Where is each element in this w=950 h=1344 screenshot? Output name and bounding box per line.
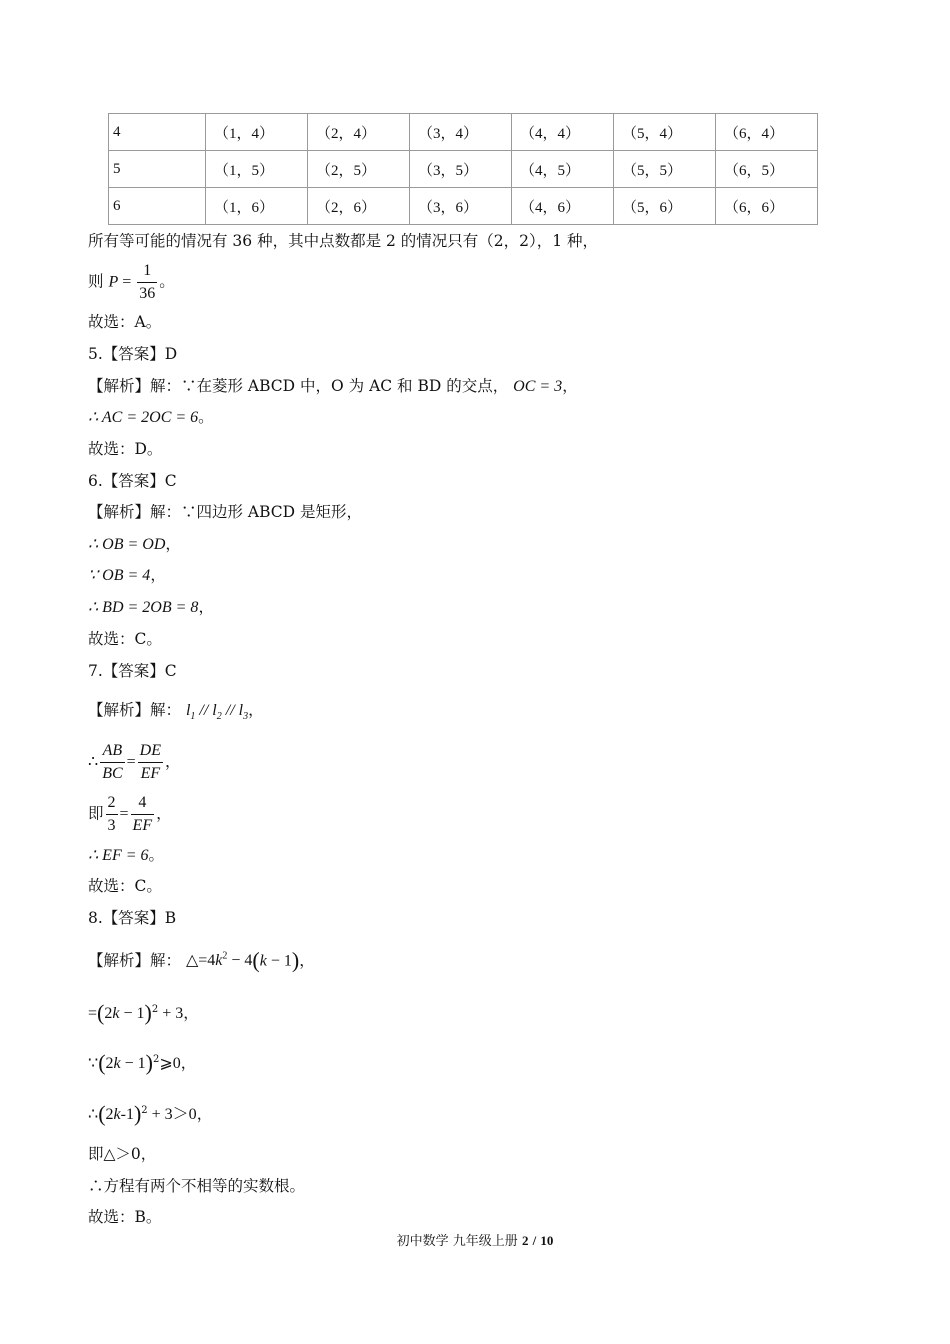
- page-footer: [0, 1230, 950, 1249]
- q5-answer: 5.【答案】D: [88, 345, 178, 363]
- q6-step1: ∴ OB = OD，: [88, 535, 181, 553]
- footer-total: 10: [540, 1233, 554, 1248]
- row-header-cell: 5: [109, 151, 206, 188]
- table-cell: （4，6）: [512, 188, 614, 225]
- q8-step5: ∴方程有两个不相等的实数根。: [88, 1177, 306, 1195]
- q6-step2: ∵ OB = 4，: [88, 566, 166, 584]
- q5-analysis: 【解析】解：∵在菱形 ABCD 中，O 为 AC 和 BD 的交点， OC = 3，: [88, 377, 578, 395]
- row-header-cell: 6: [109, 188, 206, 225]
- q7-step2: 即 $\frac{2}{3}$ = $\frac{4}{EF}$ ，: [88, 794, 172, 834]
- table-cell: （5，6）: [614, 188, 716, 225]
- table-cell: （1，5）: [206, 151, 308, 188]
- q8-choice: 故选：B。: [88, 1208, 162, 1226]
- table-cell: （6，6）: [716, 188, 818, 225]
- table-cell: （3，4）: [410, 114, 512, 151]
- q7-step1: ∴ $\frac{AB}{BC}$ = $\frac{DE}{EF}$ ，: [88, 742, 181, 782]
- q8-answer: 8.【答案】B: [88, 909, 177, 927]
- table-row: [109, 188, 818, 225]
- table-cell: （1，4）: [206, 114, 308, 151]
- q8-analysis: 【解析】解： $\triangle=4k^2 - 4(k - 1)$，: [88, 947, 315, 973]
- q7-analysis: 【解析】解： $l_1 // l_2 // l_3$，: [88, 701, 264, 723]
- q8-step1: $=(2k - 1)^2 + 3$，: [88, 1000, 199, 1026]
- table-cell: （3，6）: [410, 188, 512, 225]
- fraction: $\frac{1}{36}$: [139, 262, 156, 302]
- q6-analysis: 【解析】解：∵四边形 ABCD 是矩形，: [88, 503, 363, 521]
- q8-step3: $\therefore(2k-1)^2 + 3>0$，: [88, 1101, 213, 1127]
- q4-probability: 则 P = $\frac{1}{36}$ 。: [88, 260, 175, 305]
- table-cell: （4，4）: [512, 114, 614, 151]
- q8-step2: ∵(2k − 1)$^2$⩾0，: [88, 1050, 197, 1076]
- q8-step4: 即△＞0，: [88, 1145, 157, 1163]
- table-row: [109, 114, 818, 151]
- footer-page: 2: [521, 1233, 529, 1248]
- q5-choice: 故选：D。: [88, 440, 163, 458]
- table-cell: （6，5）: [716, 151, 818, 188]
- q7-choice: 故选：C。: [88, 877, 162, 895]
- q4-summary: 所有等可能的情况有 36 种，其中点数都是 2 的情况只有（2，2），1 种，: [88, 232, 599, 250]
- table-row: [109, 151, 818, 188]
- q6-choice: 故选：C。: [88, 630, 162, 648]
- table-cell: （5，5）: [614, 151, 716, 188]
- table-cell: （6，4）: [716, 114, 818, 151]
- footer-sep: /: [532, 1233, 537, 1248]
- table-cell: （3，5）: [410, 151, 512, 188]
- table-cell: （2，5）: [308, 151, 410, 188]
- q6-step3: ∴ BD = 2OB = 8，: [88, 598, 214, 616]
- outcome-table: [108, 113, 818, 225]
- table-cell: （5，4）: [614, 114, 716, 151]
- q4-choice: 故选：A。: [88, 313, 162, 331]
- q7-step3: ∴ EF = 6。: [88, 846, 165, 864]
- table-cell: （2，4）: [308, 114, 410, 151]
- footer-title: 初中数学 九年级上册: [396, 1234, 518, 1249]
- row-header-cell: 4: [109, 114, 206, 151]
- table-cell: （1，6）: [206, 188, 308, 225]
- q7-answer: 7.【答案】C: [88, 662, 177, 680]
- q6-answer: 6.【答案】C: [88, 472, 177, 490]
- table-cell: （2，6）: [308, 188, 410, 225]
- table-cell: （4，5）: [512, 151, 614, 188]
- q5-step1: ∴ AC = 2OC = 6。: [88, 408, 214, 426]
